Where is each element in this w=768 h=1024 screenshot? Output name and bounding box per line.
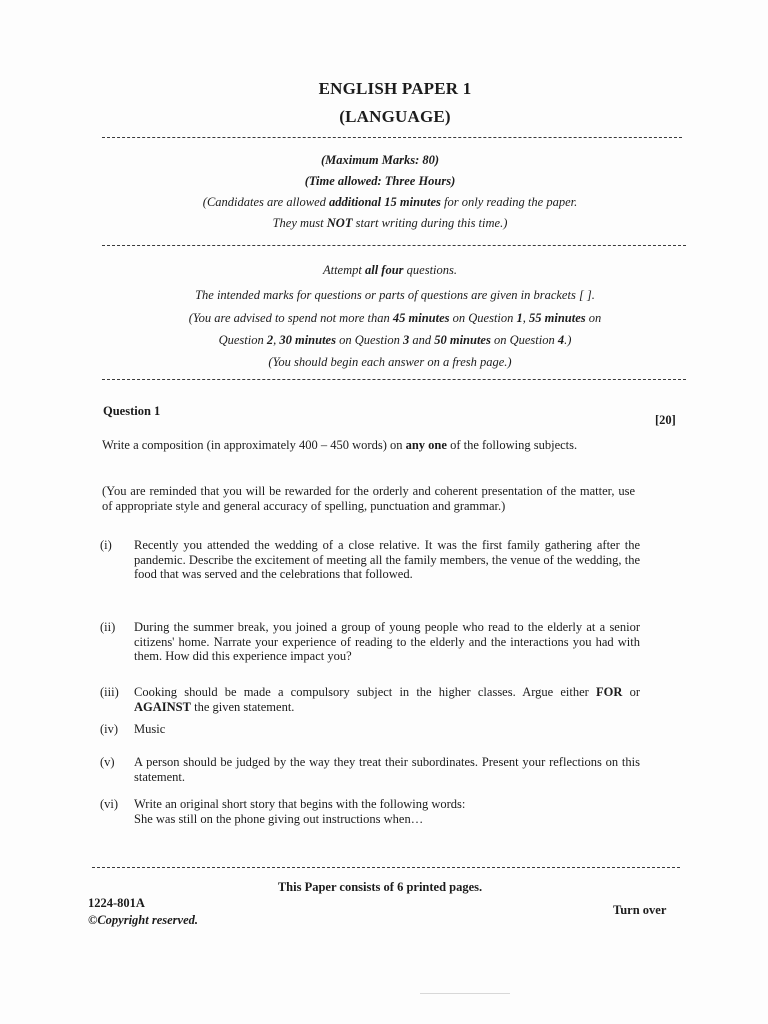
fresh-page-advice: (You should begin each answer on a fresh page.) — [268, 355, 512, 369]
item-number: (v) — [100, 755, 115, 769]
divider-2 — [102, 245, 686, 246]
pages-note: This Paper consists of 6 printed pages. — [277, 880, 483, 894]
divider-4 — [92, 867, 680, 868]
turn-over-note: Turn over — [613, 903, 667, 917]
time-advice-2: Question 2, 30 minutes on Question 3 and 50 minutes on Question 4.) — [218, 333, 572, 347]
item-text: Music — [134, 722, 166, 736]
item-text: During the summer break, you joined a group of young people who read to the elderly at a senior citizens' home. Narrate your experience of reading to the elderly and the interactions you had with them. How did this experience impact you? — [134, 620, 640, 663]
item-number: (i) — [100, 538, 112, 552]
list-item — [100, 797, 640, 826]
item-text: Cooking should be made a compulsory subject in the higher classes. Argue either FOR or AGAINST the given statement. — [134, 685, 640, 714]
list-item — [100, 755, 640, 784]
maximum-marks: (Maximum Marks: 80) — [320, 153, 440, 167]
reading-time-note-2: They must NOT start writing during this time.) — [272, 216, 508, 230]
item-number: (vi) — [100, 797, 119, 811]
paper-title: ENGLISH PAPER 1 — [318, 79, 472, 98]
reading-time-note-1: (Candidates are allowed additional 15 minutes for only reading the paper. — [202, 195, 578, 209]
list-item — [100, 722, 640, 737]
divider-3 — [102, 379, 686, 380]
divider-1 — [102, 137, 682, 138]
question-1-reminder: (You are reminded that you will be rewarded for the orderly and coherent presentation of the matter, use of appropriate style and general accuracy of spelling, punctuation and grammar.) — [102, 484, 635, 513]
item-number: (ii) — [100, 620, 116, 634]
time-advice-1: (You are advised to spend not more than 45 minutes on Question 1, 55 minutes on — [188, 311, 602, 325]
paper-code: 1224-801A — [88, 896, 145, 910]
list-item — [100, 685, 640, 714]
copyright-notice: ©Copyright reserved. — [88, 913, 199, 927]
scan-mark — [420, 993, 510, 994]
list-item — [100, 620, 640, 664]
marks-instruction: The intended marks for questions or parts of questions are given in brackets [ ]. — [195, 288, 595, 302]
attempt-instruction: Attempt all four questions. — [322, 263, 458, 277]
question-1-heading: Question 1 — [103, 404, 161, 418]
question-1-marks: [20] — [655, 413, 676, 427]
item-text-quote: She was still on the phone giving out instructions when… — [134, 811, 424, 826]
item-text: Write an original short story that begins with the following words: — [134, 797, 466, 811]
time-allowed: (Time allowed: Three Hours) — [304, 174, 456, 188]
item-text: Recently you attended the wedding of a close relative. It was the first family gathering after the pandemic. Describe the excitement of meeting all the family members, the venue of the wedding, the food that was served and the celebrations that followed. — [134, 538, 640, 581]
item-text: A person should be judged by the way they treat their subordinates. Present your reflections on this statement. — [134, 755, 640, 784]
item-number: (iv) — [100, 722, 119, 736]
item-number: (iii) — [100, 685, 119, 699]
paper-subtitle: (LANGUAGE) — [339, 107, 451, 126]
question-1-intro: Write a composition (in approximately 400 – 450 words) on any one of the following subjects. — [102, 438, 578, 452]
list-item — [100, 538, 640, 582]
